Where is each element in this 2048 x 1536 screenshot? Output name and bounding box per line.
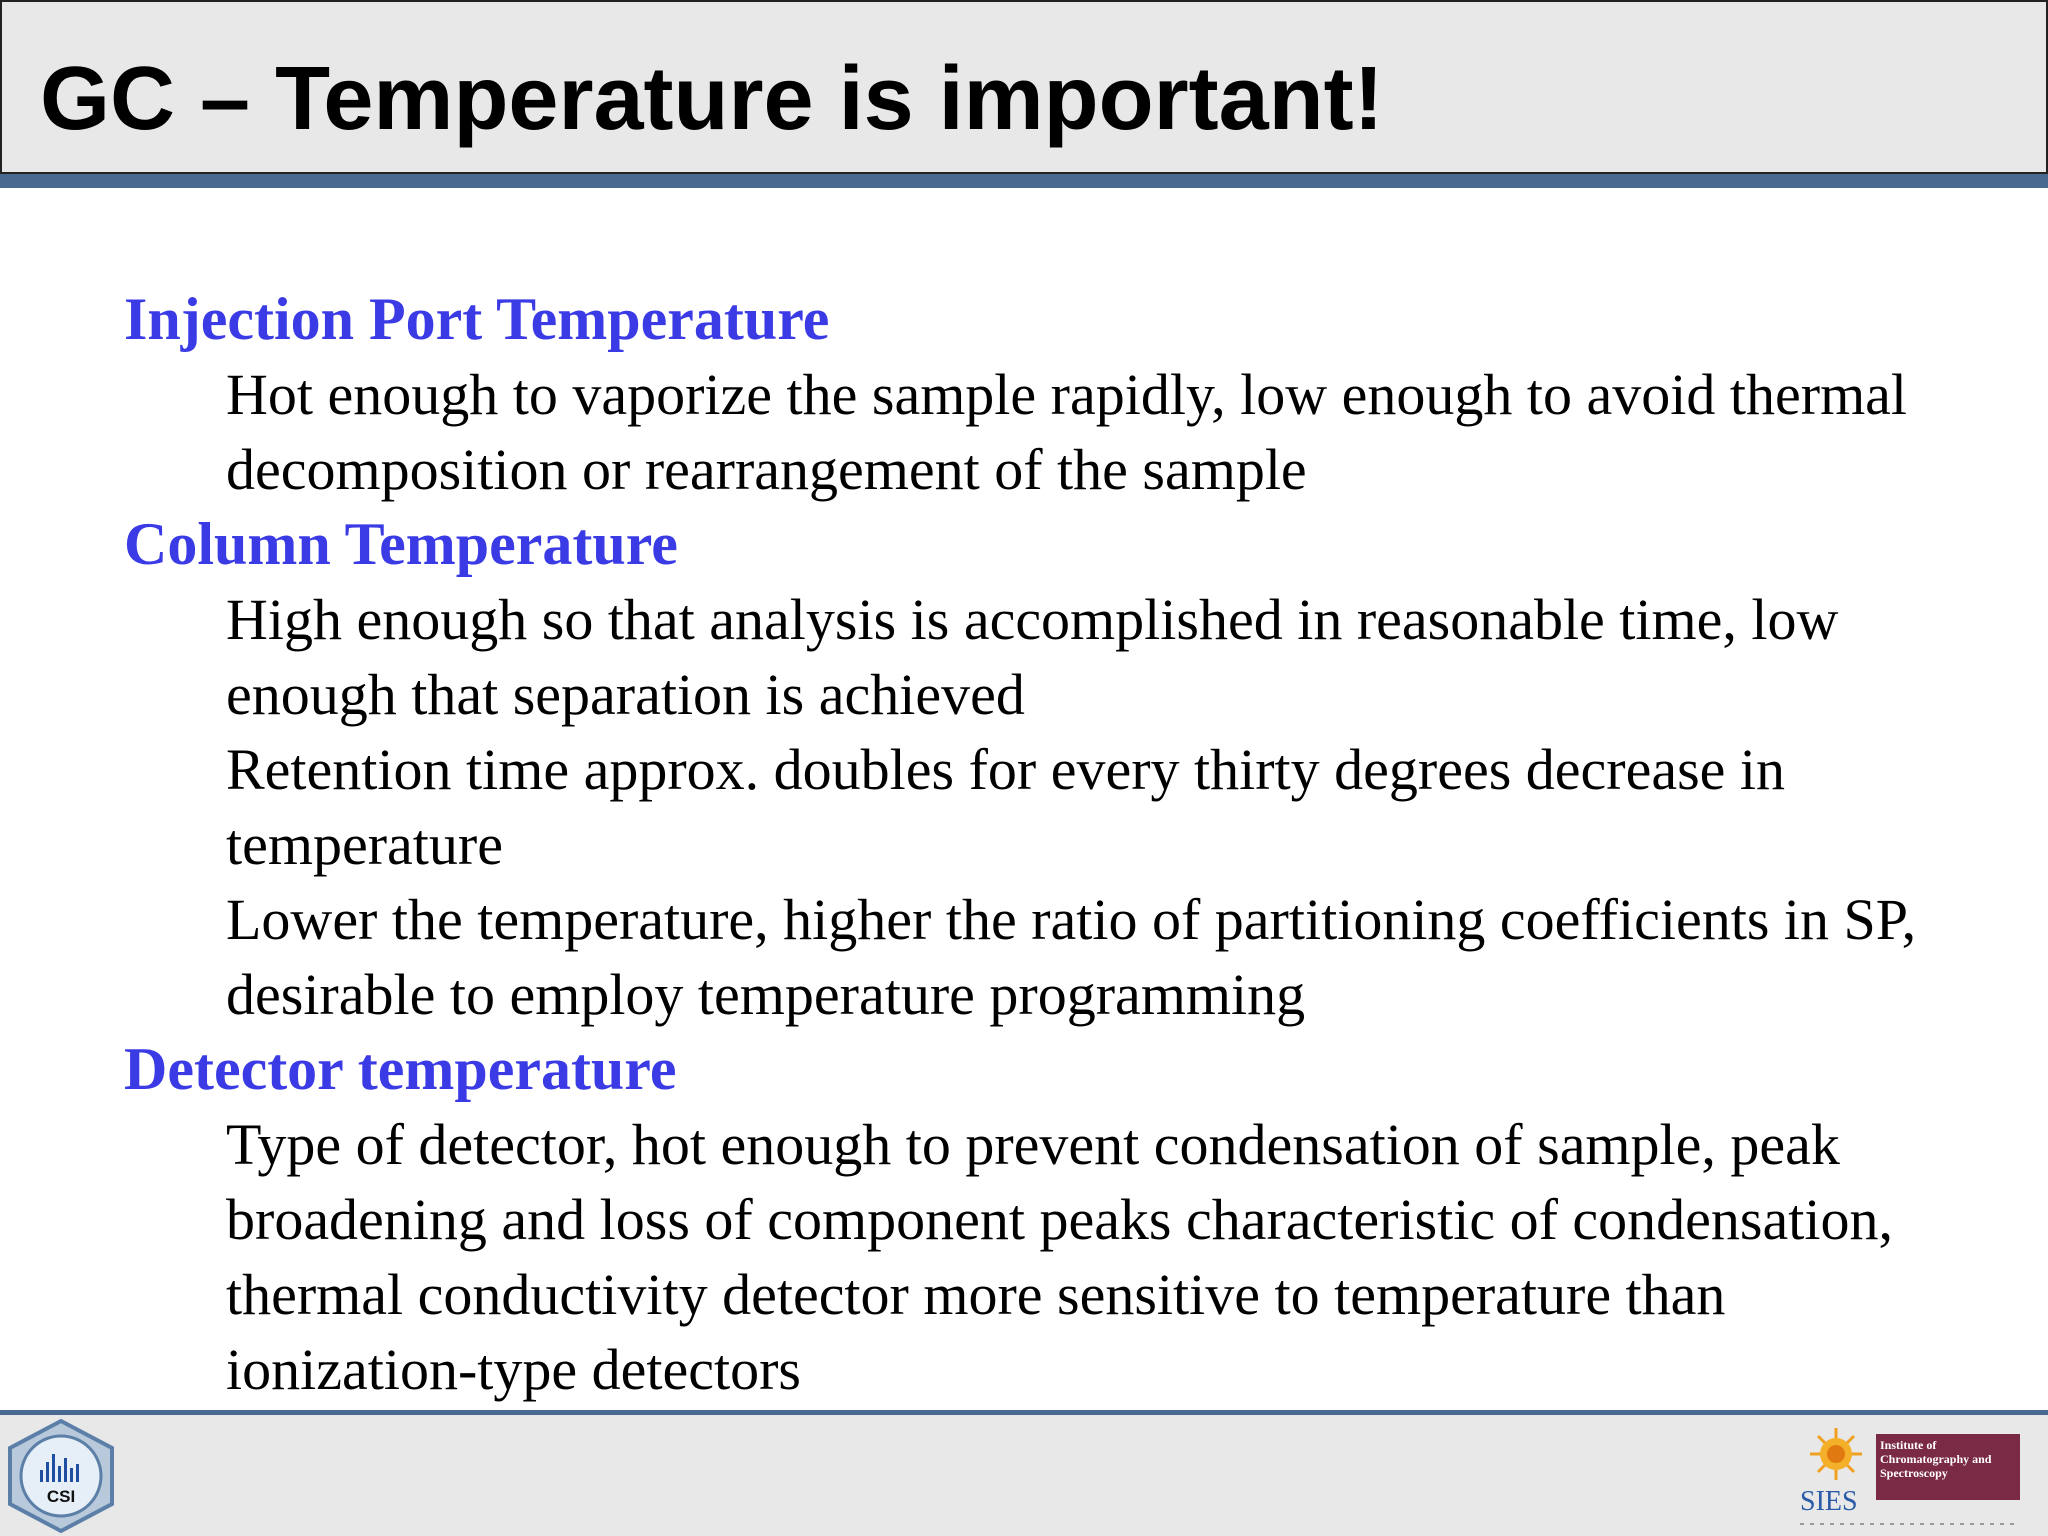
slide-content <box>124 282 1944 1407</box>
slide-header <box>0 0 2048 174</box>
csi-logo-icon <box>2 1418 120 1534</box>
detector-text: Type of detector, hot enough to prevent condensation of sample, peak broadening and loss of component peaks characteristic of condensation, thermal conductivity detector more sensitive to temperature than ionization-type detectors <box>226 1112 1893 1402</box>
header-divider <box>0 174 2048 188</box>
svg-text:CSI: CSI <box>46 1487 76 1506</box>
slide-footer <box>0 1415 2048 1536</box>
slide-title: GC – Temperature is important! <box>40 49 1384 149</box>
svg-text:SIES: SIES <box>1800 1486 1858 1517</box>
column-text-reasonable-time: High enough so that analysis is accomplished in reasonable time, low enough that separation is achieved <box>226 587 1839 727</box>
injection-port-text: Hot enough to vaporize the sample rapidly, low enough to avoid thermal decomposition or rearrangement of the sample <box>226 362 1908 502</box>
section-heading-injection-port: Injection Port Temperature <box>124 286 830 352</box>
sies-logo-icon: SIES Institute of Chromatography and Spectroscopy <box>1794 1420 2024 1532</box>
section-heading-column: Column Temperature <box>124 511 678 577</box>
column-text-partitioning: Lower the temperature, higher the ratio of partitioning coefficients in SP, desirable to employ temperature programming <box>226 887 1917 1027</box>
section-heading-detector: Detector temperature <box>124 1036 677 1102</box>
column-text-retention-time: Retention time approx. doubles for every thirty degrees decrease in temperature <box>226 737 1786 877</box>
